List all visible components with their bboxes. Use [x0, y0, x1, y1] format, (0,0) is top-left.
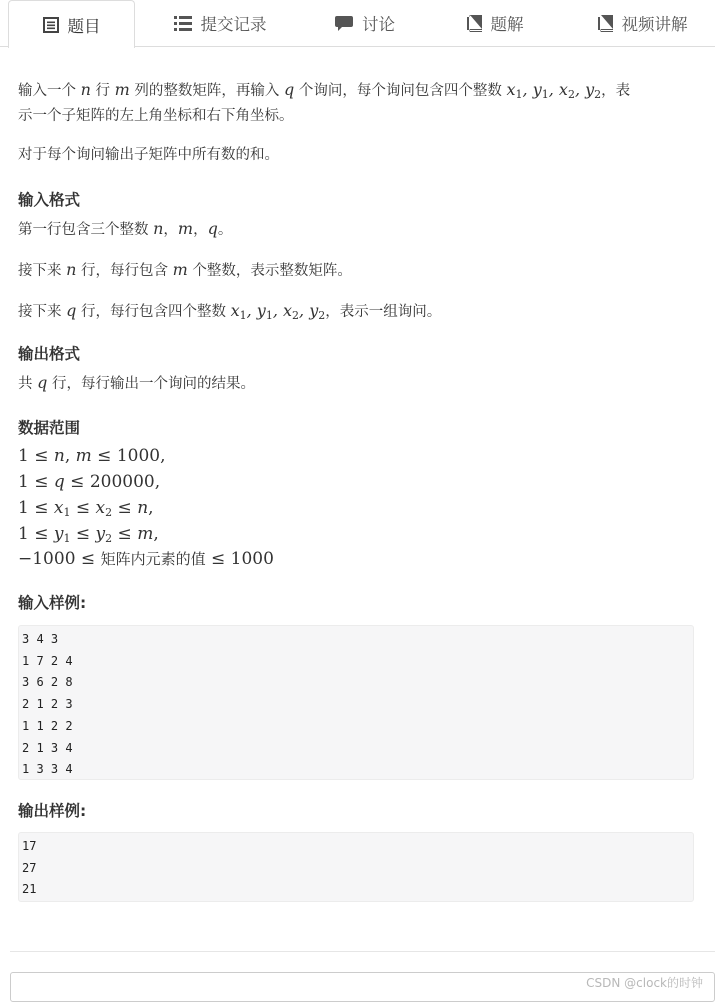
data-range-heading: 数据范围	[18, 419, 81, 437]
input-format-line-1: 第一行包含三个整数 n，m，q。	[18, 219, 233, 238]
tab-video[interactable]	[570, 0, 715, 46]
tab-label: 题解	[490, 15, 524, 34]
description-paragraph-cont: 示一个子矩阵的左上角坐标和右下角坐标。	[18, 108, 294, 124]
input-format-heading: 输入格式	[18, 191, 81, 209]
section-divider	[10, 951, 715, 952]
book-icon	[598, 15, 613, 32]
tab-discussion[interactable]	[310, 0, 420, 46]
description-paragraph: 输入一个 n 行 m 列的整数矩阵，再输入 q 个询问，每个询问包含四个整数 $x_1$, $y_1$, $x_2$, $y_2$，表	[18, 80, 631, 101]
sample-input-heading: 输入样例:	[18, 594, 87, 612]
sample-output-block: 17 27 21	[18, 832, 694, 902]
bullet-list-icon	[174, 16, 192, 31]
sample-input-block: 3 4 3 1 7 2 4 3 6 2 8 2 1 2 3 1 1 2 2 2 1 3 4 1 3 3 4	[18, 625, 694, 780]
range-line-3: $1 \le x_1 \le x_2 \le n$,	[18, 498, 154, 519]
description-paragraph-2: 对于每个询问输出子矩阵中所有数的和。	[18, 147, 279, 163]
tab-solutions[interactable]	[440, 0, 550, 46]
range-line-5: −1000 ≤ 矩阵内元素的值 ≤ 1000	[18, 549, 274, 569]
range-line-4: $1 \le y_1 \le y_2 \le m$,	[18, 524, 159, 545]
tab-bar	[0, 0, 715, 47]
range-line-2: 1 ≤ q ≤ 200000,	[18, 472, 161, 492]
chat-bubble-icon	[335, 16, 353, 31]
input-format-line-3: 接下来 q 行，每行包含四个整数 $x_1$, $y_1$, $x_2$, $y_2$，表示一组询问。	[18, 301, 442, 322]
tab-problem[interactable]	[8, 0, 135, 48]
tab-submissions[interactable]	[150, 0, 290, 46]
input-format-line-2: 接下来 n 行，每行包含 m 个整数，表示整数矩阵。	[18, 260, 352, 279]
output-format-heading: 输出格式	[18, 345, 81, 363]
tab-label: 题目	[67, 16, 101, 36]
tab-label: 提交记录	[200, 15, 267, 34]
list-box-icon	[43, 17, 59, 33]
book-icon	[467, 15, 482, 32]
tab-label: 视频讲解	[621, 15, 688, 34]
output-format-line: 共 q 行，每行输出一个询问的结果。	[18, 373, 255, 392]
range-line-1: 1 ≤ n, m ≤ 1000,	[18, 446, 166, 466]
sample-output-heading: 输出样例:	[18, 802, 87, 820]
watermark: CSDN @clock的时钟	[586, 976, 703, 990]
tab-label: 讨论	[362, 15, 395, 34]
